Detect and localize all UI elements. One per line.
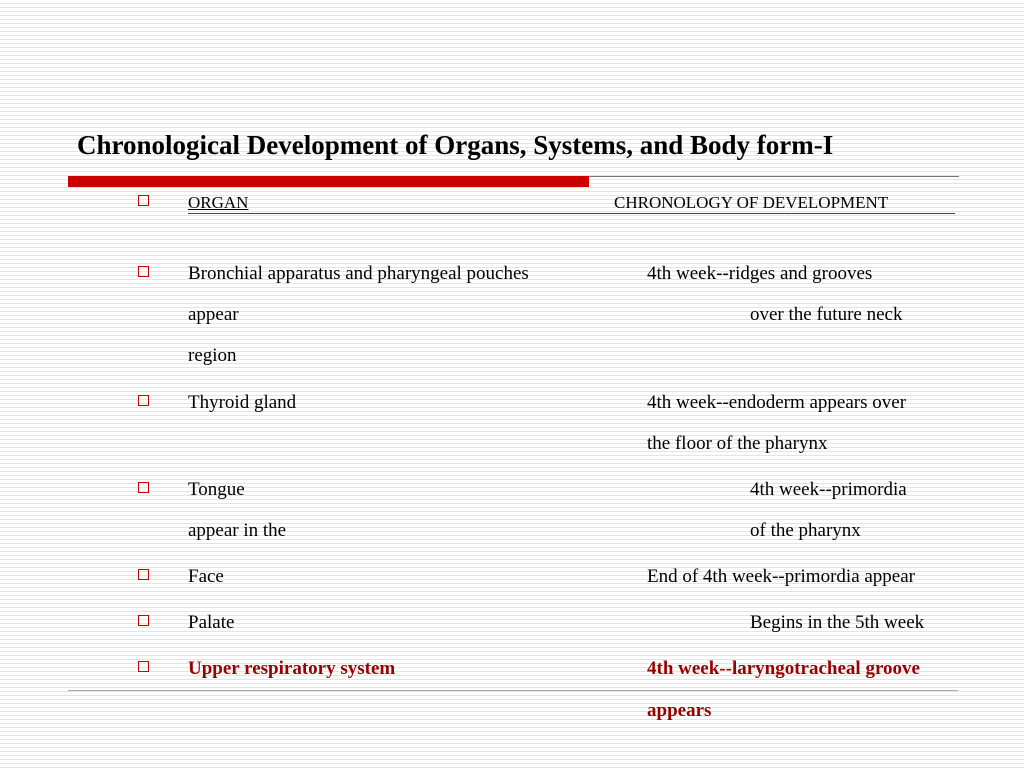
chronology-column-header: CHRONOLOGY OF DEVELOPMENT [614, 193, 889, 212]
title-red-rule [68, 176, 589, 187]
hollow-square-bullet-icon [138, 615, 149, 626]
organ-name: Face [188, 566, 224, 587]
chronology-text-highlight: appears [647, 700, 712, 721]
organ-name-highlight: Upper respiratory system [188, 658, 396, 679]
header-underline [188, 213, 955, 214]
hollow-square-bullet-icon [138, 395, 149, 406]
hollow-square-bullet-icon [138, 195, 149, 206]
slide-title: Chronological Development of Organs, Systems, and Body form-I [77, 130, 834, 160]
chronology-text: 4th week--endoderm appears over [647, 392, 907, 413]
organ-column-header: ORGAN [188, 193, 249, 212]
hollow-square-bullet-icon [138, 266, 149, 277]
organ-name: region [188, 345, 237, 366]
organ-name: appear in the [188, 520, 287, 541]
chronology-text: of the pharynx [750, 520, 861, 541]
hollow-square-bullet-icon [138, 569, 149, 580]
chronology-text: 4th week--primordia [750, 479, 907, 500]
chronology-text: the floor of the pharynx [647, 433, 828, 454]
organ-name: Tongue [188, 479, 245, 500]
chronology-text: 4th week--ridges and grooves [647, 263, 873, 284]
hollow-square-bullet-icon [138, 661, 149, 672]
chronology-text: over the future neck [750, 304, 903, 325]
hollow-square-bullet-icon [138, 482, 149, 493]
chronology-text-highlight: 4th week--laryngotracheal groove [647, 658, 920, 679]
title-thin-rule [589, 176, 959, 177]
organ-name: appear [188, 304, 239, 325]
organ-name: Thyroid gland [188, 392, 297, 413]
bottom-divider [68, 690, 958, 691]
organ-name: Bronchial apparatus and pharyngeal pouches [188, 263, 529, 284]
chronology-text: Begins in the 5th week [750, 612, 925, 633]
chronology-text: End of 4th week--primordia appear [647, 566, 916, 587]
organ-name: Palate [188, 612, 235, 633]
